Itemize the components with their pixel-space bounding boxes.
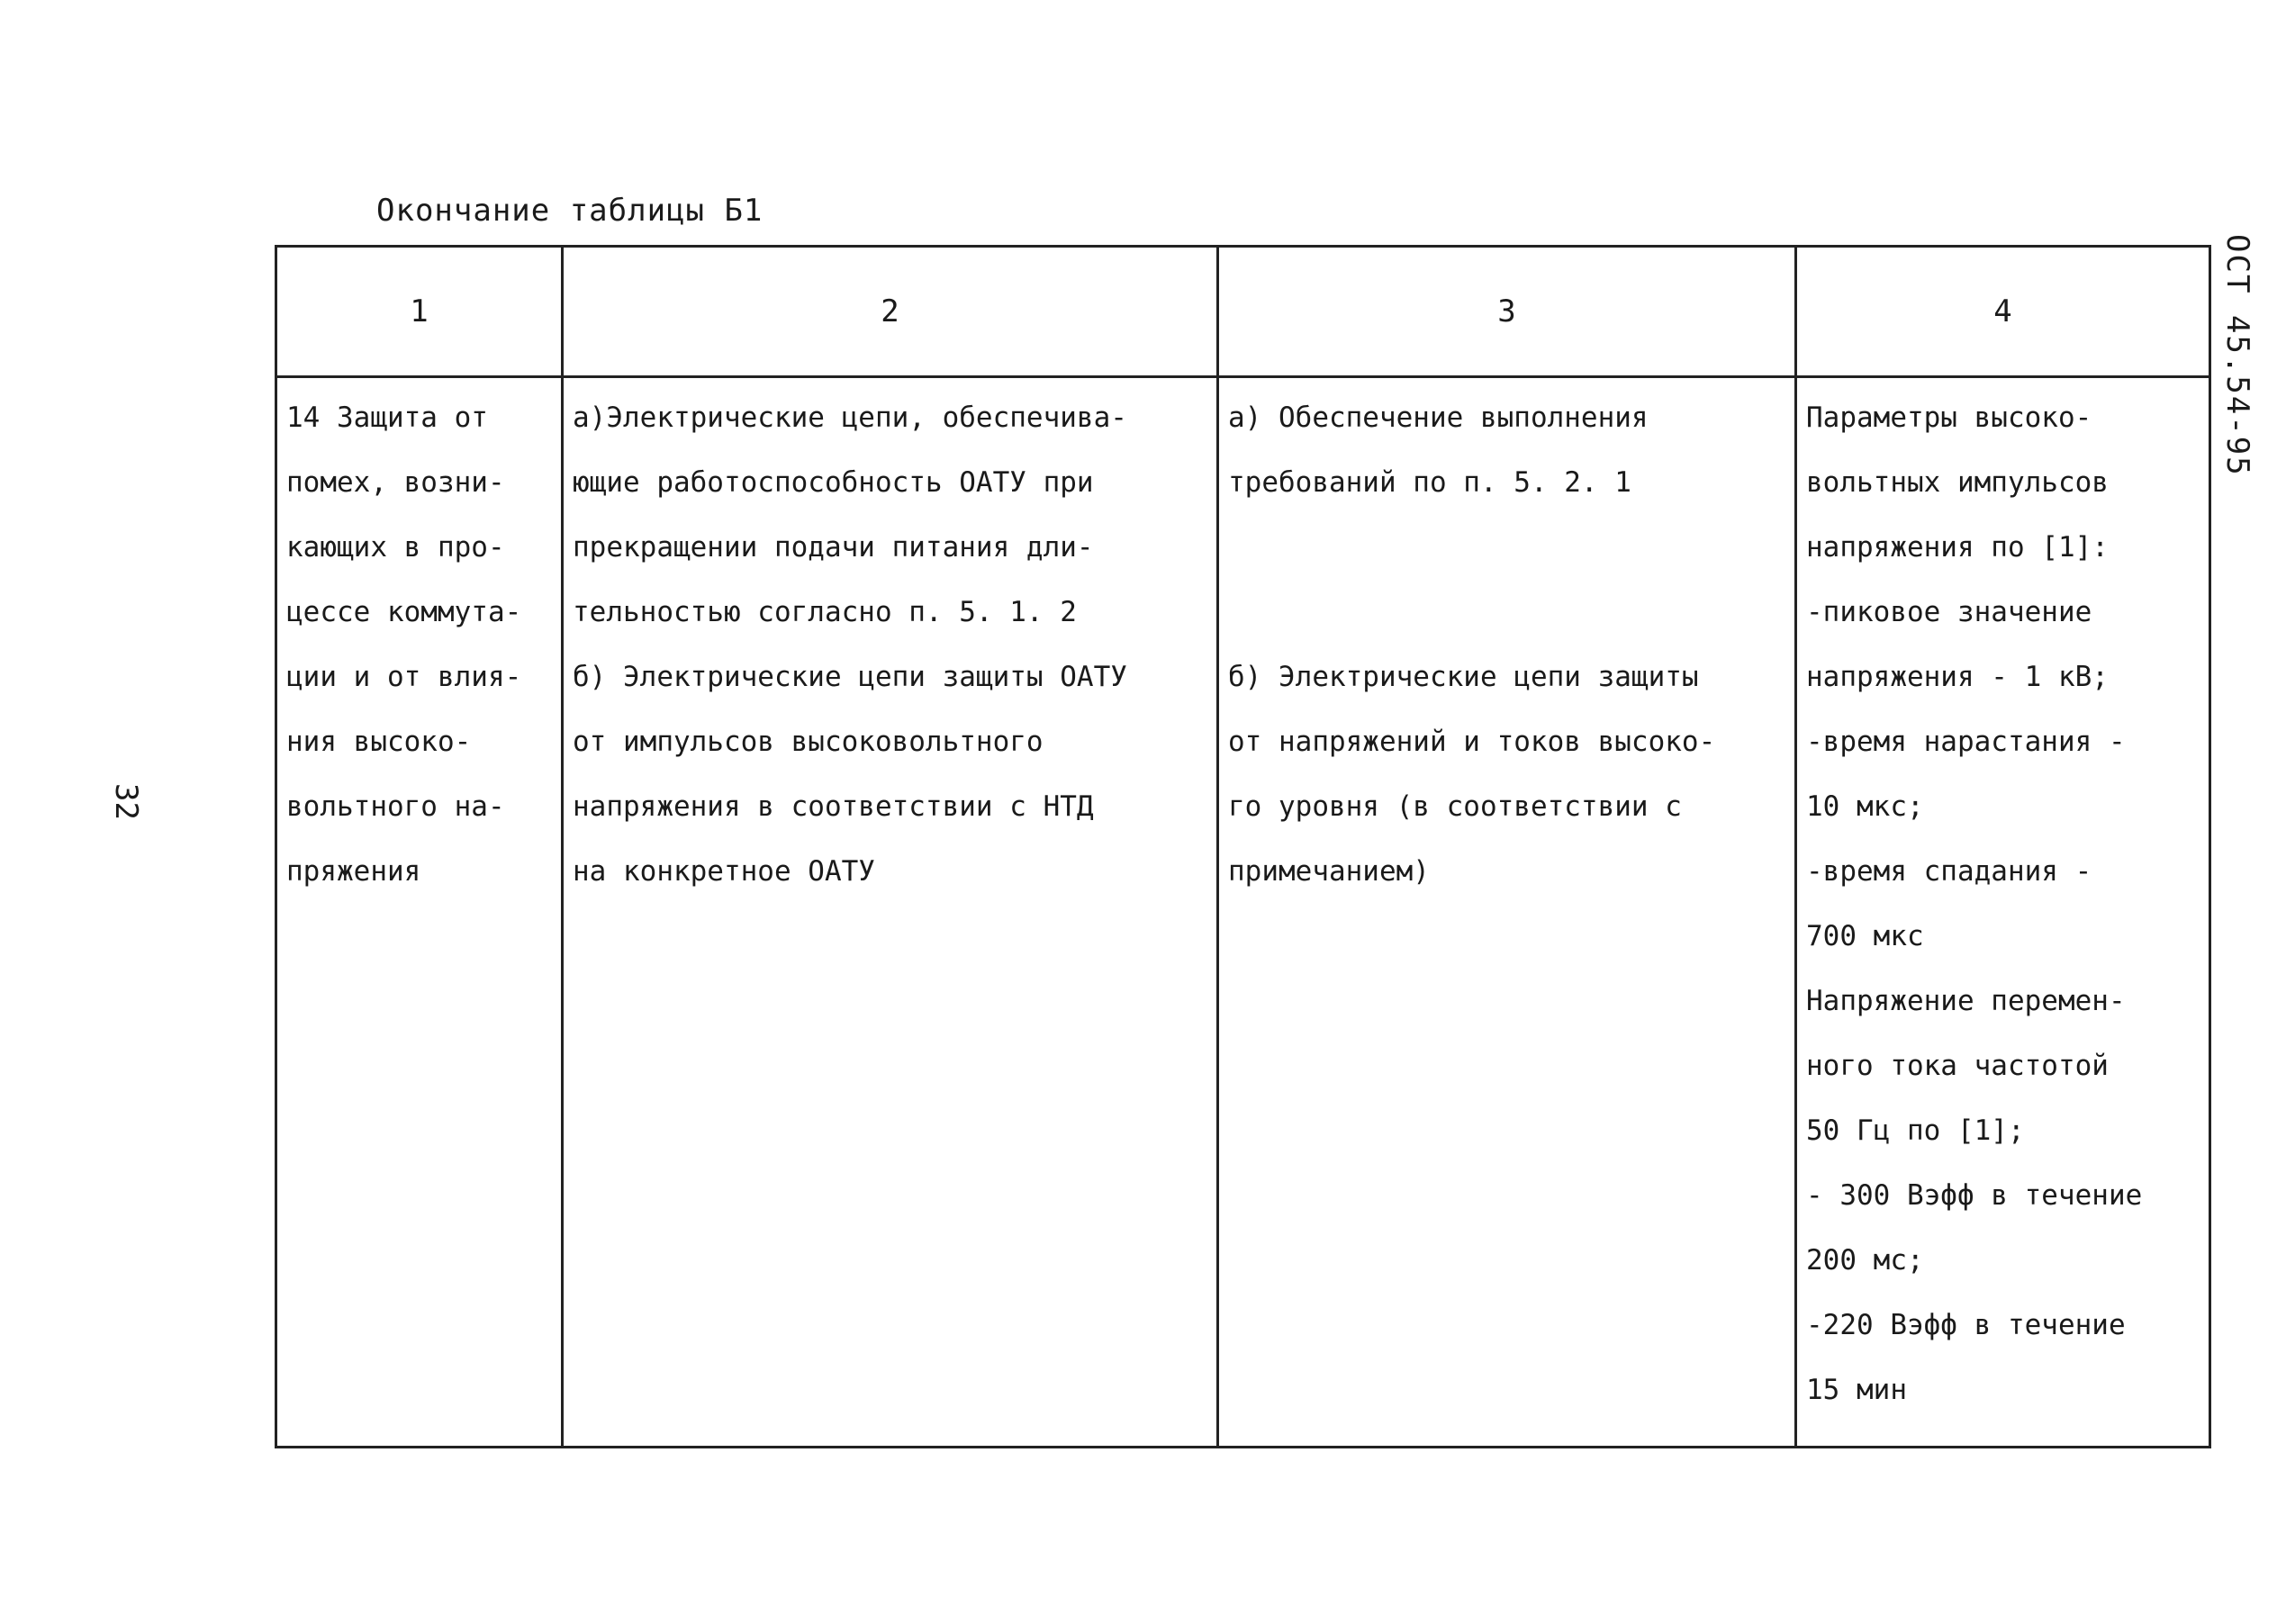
- cell-circuits-text: а)Электрические цепи, обеспечива- ющие работоспособность ОАТУ при прекращении подачи питания дли- тельностью согласно п. 5. 1. 2 б) Электрические цепи защиты ОАТУ от импульсов высоковольтного напряжения в соответствии с НТД на конкретное ОАТУ: [573, 401, 1127, 888]
- table-caption: Окончание таблицы Б1: [376, 193, 764, 229]
- page-number: 32: [108, 783, 144, 820]
- cell-requirements: [1218, 377, 1796, 1448]
- cell-circuits: [563, 377, 1218, 1448]
- cell-requirements-text: а) Обеспечение выполнения требований по п. 5. 2. 1 б) Электрические цепи защиты от напряжений и токов высоко- го уровня (в соответствии с примечанием): [1228, 401, 1716, 888]
- column-header-1: 1: [276, 247, 563, 377]
- cell-parameters: [1796, 377, 2210, 1448]
- column-header-4: 4: [1796, 247, 2210, 377]
- requirements-table: [275, 245, 2211, 1448]
- cell-parameters-text: Параметры высоко- вольтных импульсов напряжения по [1]: -пиковое значение напряжения - 1 кВ; -время нарастания - 10 мкс; -время спадания - 700 мкс Напряжение перемен- ного тока частотой 50 Гц по [1]; - 300 Вэфф в течение 200 мс; -220 Вэфф в течение 15 мин: [1806, 401, 2143, 1406]
- cell-item-name-text: 14 Защита от помех, возни- кающих в про- цессе коммута- ции и от влия- ния высоко- вольтного на- пряжения: [286, 401, 522, 888]
- cell-item-name: [276, 377, 563, 1448]
- column-header-2: 2: [563, 247, 1218, 377]
- table-header-row: [276, 247, 2210, 377]
- column-header-3: 3: [1218, 247, 1796, 377]
- document-code: ОСТ 45.54-95: [2219, 234, 2255, 477]
- table-row: [276, 377, 2210, 1448]
